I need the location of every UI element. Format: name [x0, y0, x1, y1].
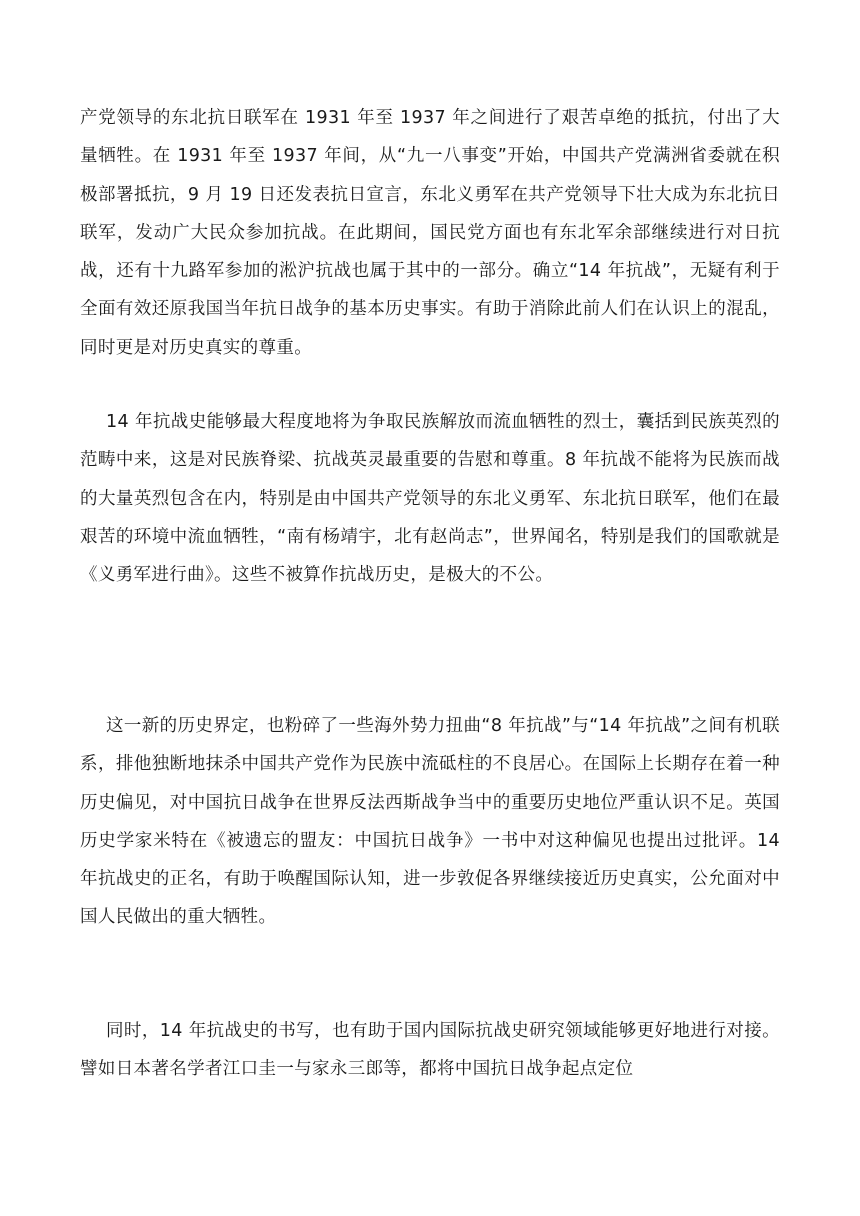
paragraph-2: 14 年抗战史能够最大程度地将为争取民族解放而流血牺牲的烈士，囊括到民族英烈的范畴中来，这是对民族脊梁、抗战英灵最重要的告慰和尊重。8 年抗战不能将为民族而战的大量英烈包含在内，特别是由中国共产党领导的东北义勇军、东北抗日联军，他们在最艰苦的环境中流血牺牲，“南有杨靖宇，北有赵尚志”，世界闻名，特别是我们的国歌就是《义勇军进行曲》。这些不被算作抗战历史，是极大的不公。 [80, 412, 780, 586]
paragraph-4: 同时，14 年抗战史的书写，也有助于国内国际抗战史研究领域能够更好地进行对接。譬如日本著名学者江口圭一与家永三郎等，都将中国抗日战争起点定位 [80, 1021, 780, 1080]
paragraph-3: 这一新的历史界定，也粉碎了一些海外势力扭曲“8 年抗战”与“14 年抗战”之间有机联系，排他独断地抹杀中国共产党作为民族中流砥柱的不良居心。在国际上长期存在着一种历史偏见，对中国抗日战争在世界反法西斯战争当中的重要历史地位严重认识不足。英国历史学家米特在《被遗忘的盟友：中国抗日战争》一书中对这种偏见也提出过批评。14 年抗战史的正名，有助于唤醒国际认知，进一步敦促各界继续接近历史真实，公允面对中国人民做出的重大牺牲。 [80, 716, 780, 928]
paragraph-1: 产党领导的东北抗日联军在 1931 年至 1937 年之间进行了艰苦卓绝的抵抗，付出了大量牺牲。在 1931 年至 1937 年间，从“九一八事变”开始，中国共产党满洲省委就在积极部署抵抗，9 月 19 日还发表抗日宣言，东北义勇军在共产党领导下壮大成为东北抗日联军，发动广大民众参加抗战。在此期间，国民党方面也有东北军余部继续进行对日抗战，还有十九路军参加的淞沪抗战也属于其中的一部分。确立“14 年抗战”，无疑有利于全面有效还原我国当年抗日战争的基本历史事实。有助于消除此前人们在认识上的混乱，同时更是对历史真实的尊重。 [80, 108, 780, 358]
